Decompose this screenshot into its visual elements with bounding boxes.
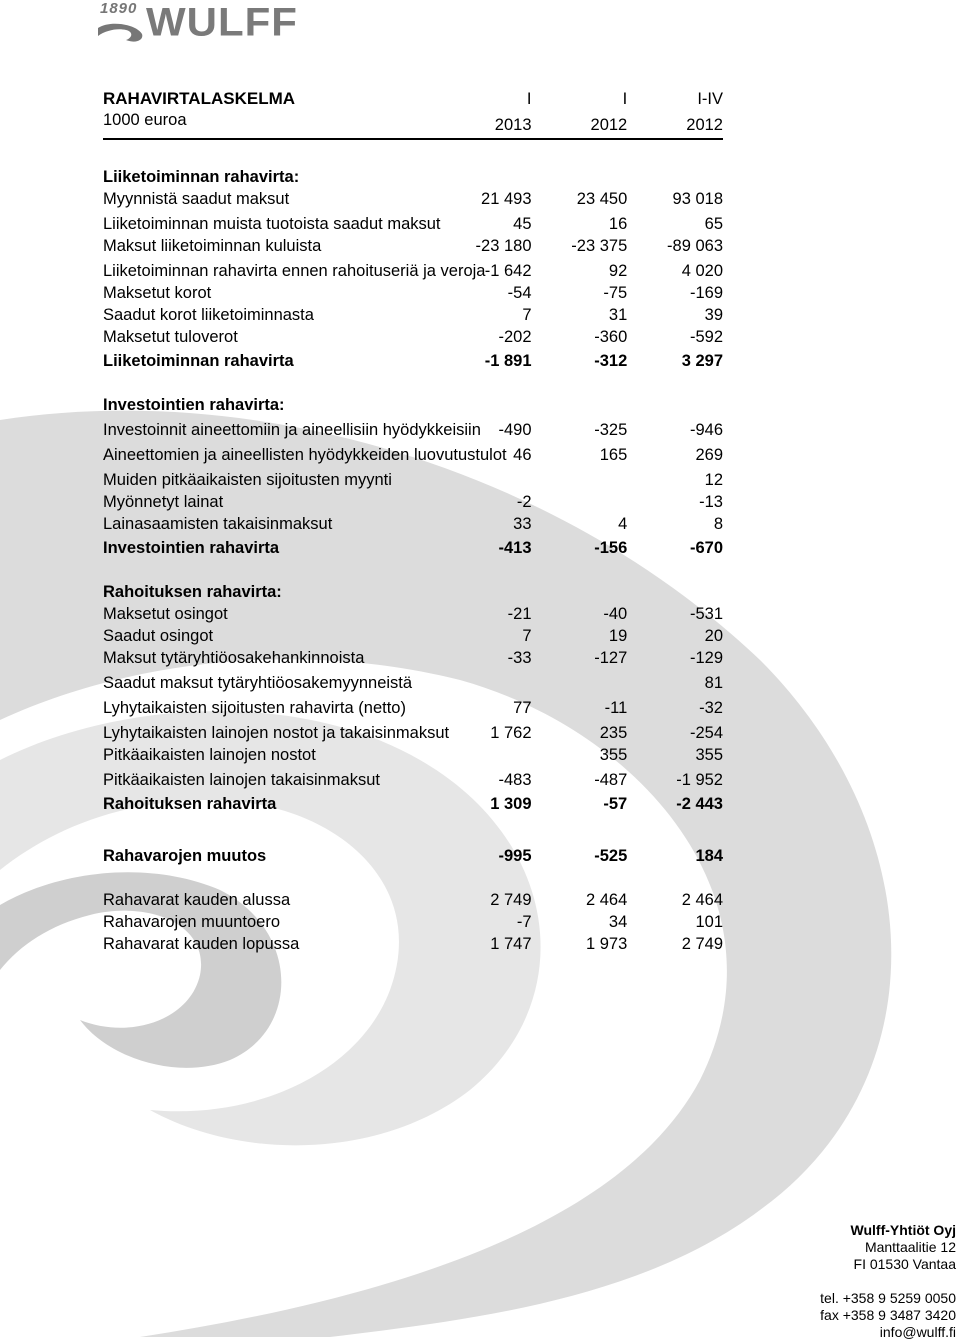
cash-flow-row-value: 7	[522, 627, 532, 645]
cash-flow-row-value: 65	[704, 215, 723, 233]
cash-flow-row	[103, 188, 723, 210]
cash-balance-row-label: Rahavarat kauden alussa	[103, 891, 291, 909]
cash-flow-row-value: -32	[699, 699, 723, 717]
section-heading-row	[103, 139, 723, 188]
section-total-row-value: -670	[689, 539, 723, 557]
cash-balance-row-label: Rahavarat kauden lopussa	[103, 935, 300, 953]
section-total-row-value: -1 891	[484, 352, 532, 370]
cash-flow-row-value: -33	[507, 649, 532, 667]
cash-balance-row-value: 34	[608, 913, 628, 931]
cash-flow-row-value: -592	[689, 328, 723, 346]
cash-flow-row-value: 31	[608, 306, 628, 324]
cash-flow-row-value: 4 020	[681, 262, 723, 280]
cash-flow-row	[103, 719, 723, 744]
cash-flow-row-label: Maksetut osingot	[103, 605, 228, 623]
cash-flow-row-value: -75	[603, 284, 628, 302]
cash-flow-row-label: Pitkäaikaisten lainojen nostot	[103, 746, 316, 764]
logo-name: WULFF	[146, 0, 298, 44]
cash-flow-row-value: 19	[608, 627, 628, 645]
section-heading: Liiketoiminnan rahavirta:	[103, 168, 300, 186]
statement-title: RAHAVIRTALASKELMA	[103, 89, 296, 108]
section-total-row-value: -2 443	[676, 795, 723, 813]
cash-flow-row-label: Liiketoiminnan rahavirta ennen rahoituseriä ja veroja	[103, 262, 486, 280]
cash-flow-row-label: Lyhytaikaisten lainojen nostot ja takaisinmaksut	[103, 724, 450, 742]
cash-flow-row	[103, 326, 723, 348]
phone-number: tel. +358 9 5259 0050	[820, 1290, 956, 1306]
cash-flow-row-value: 16	[608, 215, 628, 233]
cash-flow-row-value: -89 063	[667, 237, 723, 255]
cash-flow-row	[103, 766, 723, 791]
cash-flow-row	[103, 416, 723, 441]
cash-flow-row-value: -11	[604, 699, 628, 717]
section-total-row	[103, 535, 723, 559]
fax-number: fax +358 9 3487 3420	[820, 1307, 956, 1323]
cash-flow-row-value: 93 018	[672, 190, 723, 208]
cash-flow-row-value: -487	[594, 771, 628, 789]
cash-flow-row-value: 21 493	[481, 190, 532, 208]
cash-flow-row	[103, 466, 723, 491]
cash-balance-row-label: Rahavarojen muuntoero	[103, 913, 281, 931]
cash-flow-row-value: 269	[695, 446, 723, 464]
cash-flow-row-value: -490	[498, 421, 532, 439]
logo-swirl-icon	[96, 22, 146, 44]
section-total-row-value: 3 297	[681, 352, 723, 370]
cash-flow-row-value: 20	[704, 627, 723, 645]
cash-flow-row-label: Saadut korot liiketoiminnasta	[103, 306, 314, 324]
cash-flow-row-value	[532, 491, 628, 513]
cash-flow-row-value: 8	[713, 515, 723, 533]
cash-balance-row-value: 101	[695, 913, 723, 931]
cash-flow-row-label: Myynnistä saadut maksut	[103, 190, 290, 208]
cash-flow-row-value: -54	[507, 284, 532, 302]
cash-balance-row-value: 1 973	[585, 935, 628, 953]
cash-flow-row-value: -360	[594, 328, 628, 346]
cash-flow-row-value: -325	[594, 421, 628, 439]
cash-flow-row-label: Muiden pitkäaikaisten sijoitusten myynti	[103, 471, 392, 489]
cash-flow-row	[103, 669, 723, 694]
period-header: I	[622, 90, 628, 108]
cash-balance-row-value: -7	[516, 913, 532, 931]
cash-flow-row-value: -169	[689, 284, 723, 302]
period-header: I-IV	[697, 90, 723, 108]
cash-flow-row	[103, 513, 723, 535]
cash-flow-row-value: 235	[599, 724, 628, 742]
cash-flow-row-value: -1 952	[676, 771, 723, 789]
cash-flow-row-label: Lainasaamisten takaisinmaksut	[103, 515, 333, 533]
section-total-row-value: 1 309	[490, 795, 532, 813]
cash-flow-row	[103, 235, 723, 257]
cash-balance-row	[103, 911, 723, 933]
cash-flow-row-label: Saadut osingot	[103, 627, 214, 645]
cash-flow-row	[103, 441, 723, 466]
cash-flow-row-label: Pitkäaikaisten lainojen takaisinmaksut	[103, 771, 380, 789]
cash-balance-row-value: 2 464	[585, 891, 628, 909]
cash-flow-row-value: 12	[704, 471, 723, 489]
cash-flow-row-value	[436, 669, 532, 694]
section-total-row	[103, 791, 723, 815]
cash-flow-row-value: 39	[704, 306, 723, 324]
cash-flow-row-value: -2	[516, 493, 532, 511]
email-address: info@wulff.fi	[879, 1324, 956, 1340]
cash-change-row-value: -525	[594, 847, 628, 865]
cash-flow-row-value: -946	[689, 421, 723, 439]
cash-flow-row-label: Saadut maksut tytäryhtiöosakemyynneistä	[103, 674, 413, 692]
section-heading-row	[103, 372, 723, 416]
cash-change-row-value: 184	[695, 847, 723, 865]
cash-flow-row-value: 46	[513, 446, 532, 464]
company-contact	[820, 1290, 956, 1341]
cash-flow-row-value: 77	[513, 699, 532, 717]
company-name: Wulff-Yhtiöt Oyj	[850, 1222, 956, 1238]
cash-flow-row-value: -1 642	[484, 262, 532, 280]
cash-flow-row-value: -13	[699, 493, 723, 511]
cash-change-row-label: Rahavarojen muutos	[103, 847, 267, 865]
cash-flow-row	[103, 625, 723, 647]
cash-flow-row-value: -254	[689, 724, 723, 742]
cash-change-row	[103, 815, 723, 867]
cash-flow-row	[103, 282, 723, 304]
cash-flow-row-value: 165	[599, 446, 628, 464]
cash-flow-row	[103, 694, 723, 719]
period-header: I	[526, 90, 532, 108]
cash-flow-row-value: 1 762	[490, 724, 532, 742]
section-heading: Investointien rahavirta:	[103, 396, 285, 414]
cash-flow-row-label: Liiketoiminnan muista tuotoista saadut maksut	[103, 215, 441, 233]
street-address: Manttaalitie 12	[864, 1239, 956, 1255]
cash-flow-row-value	[532, 466, 628, 491]
postal-address: FI 01530 Vantaa	[853, 1256, 956, 1272]
cash-flow-row-value: -129	[689, 649, 723, 667]
cash-balance-row	[103, 867, 723, 911]
cash-flow-row-label: Myönnetyt lainat	[103, 493, 224, 511]
cash-flow-row	[103, 210, 723, 235]
section-heading-row	[103, 559, 723, 603]
section-total-row-label: Liiketoiminnan rahavirta	[103, 352, 294, 370]
year-header: 2013	[436, 110, 532, 139]
cash-flow-row-value	[436, 744, 532, 766]
cash-flow-row-value: -483	[498, 771, 532, 789]
cash-flow-row-value: -21	[507, 605, 532, 623]
cash-flow-row-value: 355	[695, 746, 723, 764]
cash-flow-row	[103, 257, 723, 282]
cash-flow-row	[103, 603, 723, 625]
cash-balance-row-value: 2 464	[681, 891, 723, 909]
cash-flow-row-label: Investoinnit aineettomiin ja aineellisiin hyödykkeisiin	[103, 421, 481, 439]
cash-flow-row-value: 7	[522, 306, 532, 324]
cash-flow-row-value: -202	[498, 328, 532, 346]
cash-flow-row	[103, 647, 723, 669]
cash-balance-row	[103, 933, 723, 955]
section-total-row-label: Rahoituksen rahavirta	[103, 795, 277, 813]
cash-flow-row-value: 355	[599, 746, 628, 764]
cash-flow-row-label: Maksut liiketoiminnan kuluista	[103, 237, 322, 255]
section-total-row	[103, 348, 723, 372]
logo-year: 1890	[100, 0, 138, 17]
cash-change-row-value: -995	[498, 847, 532, 865]
cash-flow-row	[103, 491, 723, 513]
year-header: 2012	[532, 110, 628, 139]
cash-flow-row	[103, 744, 723, 766]
cash-flow-table-body	[103, 88, 723, 955]
cash-flow-row-label: Maksut tytäryhtiöosakehankinnoista	[103, 649, 365, 667]
cash-flow-row-value: -127	[594, 649, 628, 667]
cash-flow-row-value: 23 450	[576, 190, 628, 208]
cash-flow-row-value: -23 180	[475, 237, 532, 255]
cash-flow-row-value: -531	[689, 605, 723, 623]
section-total-row-value: -413	[498, 539, 532, 557]
section-total-row-value: -312	[594, 352, 628, 370]
cash-balance-row-value: 2 749	[490, 891, 532, 909]
cash-flow-table	[103, 88, 723, 955]
cash-flow-row	[103, 304, 723, 326]
cash-flow-row-value	[532, 669, 628, 694]
cash-flow-row-value: -40	[603, 605, 628, 623]
company-address	[851, 1222, 957, 1273]
cash-flow-row-label: Lyhytaikaisten sijoitusten rahavirta (netto)	[103, 699, 406, 717]
cash-flow-row-label: Aineettomien ja aineellisten hyödykkeiden luovutustulot	[103, 446, 507, 464]
cash-balance-row-value: 2 749	[681, 935, 723, 953]
cash-flow-row-value: 92	[608, 262, 628, 280]
section-total-row-label: Investointien rahavirta	[103, 539, 280, 557]
cash-flow-row-value: 4	[618, 515, 628, 533]
unit-label: 1000 euroa	[103, 110, 436, 139]
cash-flow-row-label: Maksetut tuloverot	[103, 328, 238, 346]
cash-flow-row-value: -23 375	[571, 237, 628, 255]
cash-flow-row-value: 33	[513, 515, 532, 533]
section-heading: Rahoituksen rahavirta:	[103, 583, 282, 601]
cash-flow-row-value: 45	[513, 215, 532, 233]
section-total-row-value: -156	[594, 539, 628, 557]
year-header: 2012	[627, 110, 723, 139]
cash-balance-row-value: 1 747	[490, 935, 532, 953]
cash-flow-row-value	[436, 466, 532, 491]
section-total-row-value: -57	[603, 795, 628, 813]
cash-flow-row-value: 81	[704, 674, 723, 692]
cash-flow-row-label: Maksetut korot	[103, 284, 212, 302]
